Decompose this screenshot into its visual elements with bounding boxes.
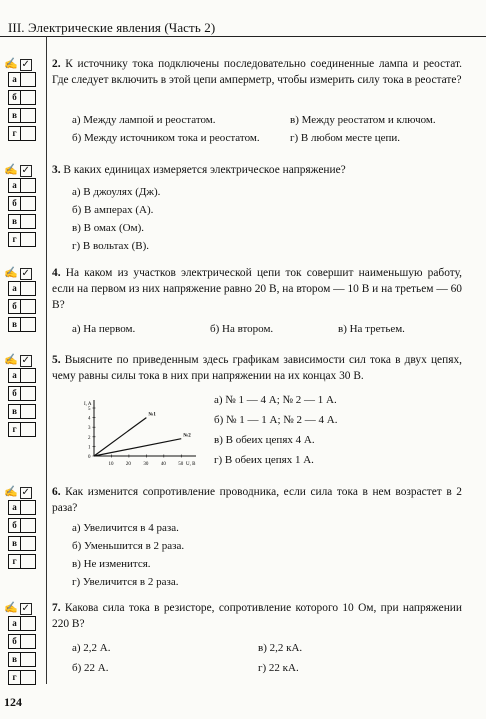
- letter-box: б: [8, 196, 21, 211]
- answer-box[interactable]: [21, 232, 36, 247]
- series-label-1: №1: [148, 412, 156, 418]
- checkbox-icon[interactable]: ✓: [21, 603, 30, 614]
- answer-boxes: [8, 281, 36, 335]
- answer-boxes: [8, 72, 36, 144]
- x-tick-label: 30: [143, 462, 149, 467]
- option-b[interactable]: б) На втором.: [210, 323, 274, 335]
- x-tick-label: 20: [125, 462, 131, 467]
- option-g[interactable]: г) В обеих цепях 1 А.: [214, 454, 314, 466]
- option-v[interactable]: в) Не изменится.: [72, 558, 151, 570]
- option-g[interactable]: г) 22 кА.: [258, 662, 299, 674]
- question-body: Какова сила тока в резисторе, сопротивление которого 10 Ом, при напряжении 220 В?: [52, 602, 462, 630]
- option-a[interactable]: а) Увеличится в 4 раза.: [72, 522, 179, 534]
- checkbox-icon[interactable]: ✓: [21, 487, 30, 498]
- current-voltage-chart: [82, 398, 202, 468]
- letter-box: в: [8, 317, 21, 332]
- pen-icon: ✍: [4, 164, 18, 176]
- series-label-2: №2: [183, 433, 191, 439]
- answer-box[interactable]: [21, 317, 36, 332]
- margin-divider: [46, 36, 47, 684]
- answer-marks: [4, 56, 32, 71]
- question-number: 4.: [52, 267, 61, 279]
- x-axis-label: U, B: [186, 462, 196, 467]
- answer-boxes: [8, 178, 36, 250]
- checkbox-icon[interactable]: ✓: [21, 59, 30, 70]
- answer-box[interactable]: [21, 214, 36, 229]
- pen-icon: ✍: [4, 267, 18, 279]
- question-body: К источнику тока подключены последовательно соединенные лампа и реостат. Где следует включить в этой цепи амперметр, чтобы измерить силу тока в реостате?: [52, 58, 462, 86]
- option-b[interactable]: б) 22 А.: [72, 662, 109, 674]
- option-v[interactable]: в) На третьем.: [338, 323, 405, 335]
- option-a[interactable]: а) На первом.: [72, 323, 136, 335]
- letter-box: в: [8, 108, 21, 123]
- series-line-2: [94, 439, 181, 456]
- letter-box: б: [8, 518, 21, 533]
- option-g[interactable]: г) Увеличится в 2 раза.: [72, 576, 179, 588]
- letter-box: б: [8, 299, 21, 314]
- answer-marks: [4, 484, 32, 499]
- option-g[interactable]: г) В любом месте цепи.: [290, 132, 401, 144]
- letter-box: б: [8, 90, 21, 105]
- checkbox-icon[interactable]: ✓: [21, 165, 30, 176]
- option-a[interactable]: а) 2,2 А.: [72, 642, 111, 654]
- answer-box[interactable]: [21, 108, 36, 123]
- question-number: 5.: [52, 354, 61, 366]
- y-tick-label: 4: [88, 416, 91, 422]
- header-rule: [0, 36, 486, 37]
- answer-box[interactable]: [21, 281, 36, 296]
- letter-box: в: [8, 652, 21, 667]
- y-axis-label: I, A: [84, 402, 92, 407]
- x-tick-label: 10: [108, 462, 114, 467]
- pen-icon: ✍: [4, 602, 18, 614]
- letter-box: а: [8, 281, 21, 296]
- letter-box: а: [8, 72, 21, 87]
- letter-box: в: [8, 536, 21, 551]
- question-number: 6.: [52, 486, 61, 498]
- answer-box[interactable]: [21, 72, 36, 87]
- question-body: Выясните по приведенным здесь графикам зависимости сил тока в двух цепях, чему равны силы тока в них при напряжении на их концах 30 В.: [52, 354, 462, 382]
- answer-box[interactable]: [21, 126, 36, 141]
- pen-icon: ✍: [4, 354, 18, 366]
- page-title: III. Электрические явления (Часть 2): [8, 20, 216, 35]
- question-number: 3.: [52, 164, 61, 176]
- answer-box[interactable]: [21, 634, 36, 649]
- y-tick-label: 3: [88, 426, 91, 432]
- pen-icon: ✍: [4, 58, 18, 70]
- option-v[interactable]: в) 2,2 кА.: [258, 642, 303, 654]
- answer-box[interactable]: [21, 518, 36, 533]
- question-body: Как изменится сопротивление проводника, если сила тока в нем возрастет в 2 раза?: [52, 486, 462, 514]
- question-number: 7.: [52, 602, 61, 614]
- y-tick-label: 0: [88, 455, 91, 460]
- y-tick-label: 2: [88, 435, 91, 441]
- option-v[interactable]: в) Между реостатом и ключом.: [290, 114, 436, 126]
- answer-marks: [4, 162, 32, 177]
- checkbox-icon[interactable]: ✓: [21, 268, 30, 279]
- answer-marks: [4, 352, 32, 367]
- letter-box: б: [8, 634, 21, 649]
- answer-box[interactable]: [21, 670, 36, 685]
- answer-boxes: [8, 616, 36, 688]
- option-b[interactable]: б) В амперах (А).: [72, 204, 154, 216]
- question-text: [52, 352, 462, 384]
- option-v[interactable]: в) В обеих цепях 4 А.: [214, 434, 315, 446]
- page-header: [0, 0, 486, 34]
- checkbox-icon[interactable]: ✓: [21, 355, 30, 366]
- letter-box: г: [8, 126, 21, 141]
- option-b[interactable]: б) Уменьшится в 2 раза.: [72, 540, 185, 552]
- question-body: В каких единицах измеряется электрическое напряжение?: [63, 164, 346, 176]
- letter-box: б: [8, 386, 21, 401]
- answer-box[interactable]: [21, 404, 36, 419]
- question-text: [52, 265, 462, 313]
- letter-box: г: [8, 422, 21, 437]
- option-b[interactable]: б) Между источником тока и реостатом.: [72, 132, 260, 144]
- x-tick-label: 50: [178, 462, 184, 467]
- letter-box: а: [8, 500, 21, 515]
- answer-box[interactable]: [21, 616, 36, 631]
- letter-box: г: [8, 670, 21, 685]
- answer-box[interactable]: [21, 90, 36, 105]
- answer-box[interactable]: [21, 368, 36, 383]
- letter-box: в: [8, 404, 21, 419]
- answer-marks: [4, 265, 32, 280]
- answer-boxes: [8, 368, 36, 440]
- question-text: [52, 484, 462, 516]
- question-text: [52, 600, 462, 632]
- y-tick-label: 5: [88, 407, 91, 412]
- letter-box: г: [8, 232, 21, 247]
- pen-icon: ✍: [4, 486, 18, 498]
- answer-box[interactable]: [21, 500, 36, 515]
- answer-box[interactable]: [21, 536, 36, 551]
- option-v[interactable]: в) В омах (Ом).: [72, 222, 144, 234]
- x-tick-label: 40: [160, 462, 166, 467]
- y-tick-label: 1: [88, 445, 91, 451]
- question-body: На каком из участков электрической цепи ток совершит наименьшую работу, если на первом из них напряжение равно 20 В, на втором — 10 В и на третьем — 60 В?: [52, 267, 462, 311]
- option-g[interactable]: г) В вольтах (В).: [72, 240, 150, 252]
- answer-box[interactable]: [21, 386, 36, 401]
- page-number: 124: [4, 695, 22, 709]
- answer-box[interactable]: [21, 299, 36, 314]
- answer-box[interactable]: [21, 554, 36, 569]
- letter-box: г: [8, 554, 21, 569]
- letter-box: а: [8, 616, 21, 631]
- answer-box[interactable]: [21, 652, 36, 667]
- letter-box: в: [8, 214, 21, 229]
- answer-box[interactable]: [21, 178, 36, 193]
- question-text: [52, 56, 462, 88]
- question-text: [52, 162, 462, 178]
- answer-boxes: [8, 500, 36, 572]
- option-b[interactable]: б) № 1 — 1 А; № 2 — 4 А.: [214, 414, 338, 426]
- answer-box[interactable]: [21, 422, 36, 437]
- option-a[interactable]: а) Между лампой и реостатом.: [72, 114, 216, 126]
- option-a[interactable]: а) № 1 — 4 А; № 2 — 1 А.: [214, 394, 337, 406]
- letter-box: а: [8, 368, 21, 383]
- answer-marks: [4, 600, 32, 615]
- answer-box[interactable]: [21, 196, 36, 211]
- question-number: 2.: [52, 58, 61, 70]
- letter-box: а: [8, 178, 21, 193]
- option-a[interactable]: а) В джоулях (Дж).: [72, 186, 161, 198]
